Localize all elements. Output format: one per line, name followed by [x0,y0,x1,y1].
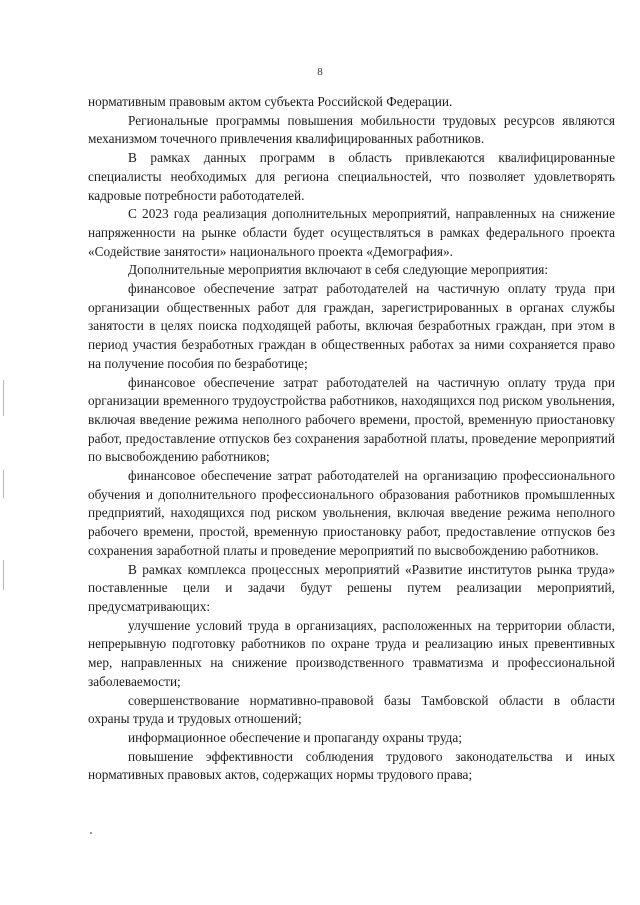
paragraph: нормативным правовым актом субъекта Российской Федерации. [88,94,453,109]
paragraph: Дополнительные мероприятия включают в себя следующие мероприятия: [128,262,549,278]
document-body [88,93,615,785]
scan-artifact [90,832,92,834]
list-item: финансовое обеспечение затрат работодателей на организацию профессионального обучения и дополнительного профессионального образования работников промышленных предприятий, находящихся под риском увольнения, включая введение режима неполного рабочего времени, простой, временную приостановку работ, предоставление отпусков без сохранения заработной платы и проведение мероприятий по высвобождению работников. [88,468,615,558]
scan-artifact [3,560,4,590]
paragraph: Региональные программы повышения мобильности трудовых ресурсов являются механизмом точечного привлечения квалифицированных работников. [88,112,615,147]
list-item: совершенствование нормативно-правовой базы Тамбовской области в области охраны труда и трудовых отношений; [88,692,615,727]
list-item: информационное обеспечение и пропаганду охраны труда; [128,729,463,745]
list-item: повышение эффективности соблюдения трудового законодательства и иных нормативных правовых актов, содержащих нормы трудового права; [88,748,615,783]
paragraph: С 2023 года реализация дополнительных мероприятий, направленных на снижение напряженности на рынке области будет осуществляться в рамках федерального проекта «Содействие занятости» национального проекта «Демография». [88,206,615,259]
scan-artifact [3,380,4,416]
list-item: улучшение условий труда в организациях, расположенных на территории области, непрерывную подготовку работников по охране труда и реализацию иных превентивных мер, направленных на снижение производственного травматизма и профессиональной заболеваемости; [88,617,615,689]
paragraph: В рамках данных программ в область привлекаются квалифицированные специалисты необходимых для региона специальностей, что позволяет удовлетворять кадровые потребности работодателей. [88,150,615,203]
list-item: финансовое обеспечение затрат работодателей на частичную оплату труда при организации временного трудоустройства работников, находящихся под риском увольнения, включая введение режима неполного рабочего времени, простой, временную приостановку работ, предоставление отпусков без сохранения заработной платы, проведение мероприятий по высвобождению работников; [88,374,615,465]
paragraph: В рамках комплекса процессных мероприятий «Развитие институтов рынка труда» поставленные цели и задачи будут решены путем реализации мероприятий, предусматривающих: [88,561,615,614]
page-number: 8 [317,66,323,78]
list-item: финансовое обеспечение затрат работодателей на частичную оплату труда при организации общественных работ для граждан, зарегистрированных в органах службы занятости в целях поиска подходящей работы, включая безработных граждан, при этом в период участия безработных граждан в общественных работах за ними сохраняется право на получение пособия по безработице; [88,281,615,371]
scan-artifact [3,470,4,498]
